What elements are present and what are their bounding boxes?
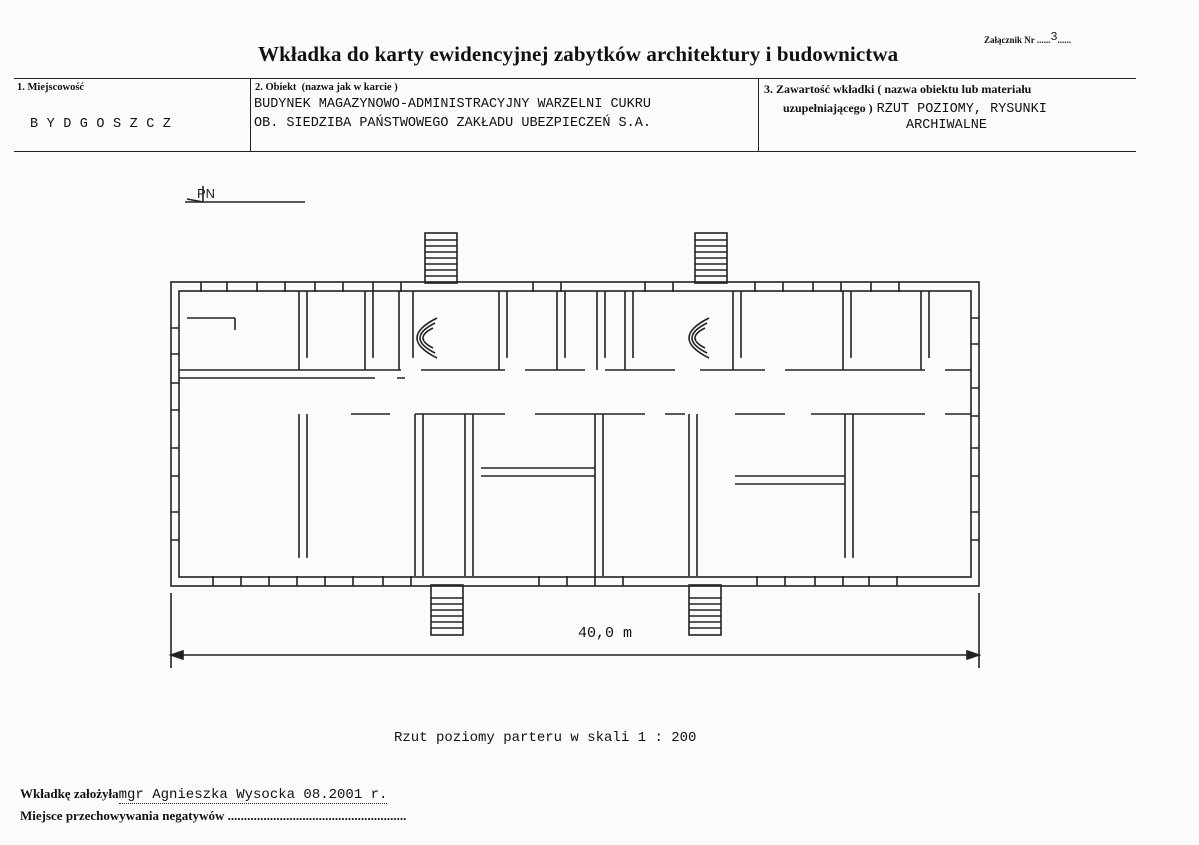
contents-line-2: ARCHIWALNE — [906, 118, 988, 133]
dimension-line — [171, 593, 979, 668]
object-value — [254, 95, 651, 133]
negatives-label: Miejsce przechowywania negatywów — [20, 808, 225, 823]
floor-plan-drawing — [165, 178, 985, 668]
stairwell-right — [689, 318, 709, 358]
object-line-1: BUDYNEK MAGAZYNOWO-ADMINISTRACYJNY WARZELNI CUKRU — [254, 97, 651, 112]
author-label: Wkładkę założyła — [20, 786, 119, 801]
object-cell — [250, 79, 758, 151]
north-label: PN — [197, 186, 216, 201]
attachment-number — [984, 30, 1072, 47]
author-line — [20, 786, 387, 803]
plan-lines — [171, 186, 979, 668]
attachment-dots: ...... — [1036, 35, 1051, 45]
stairwell-left — [417, 318, 437, 358]
negatives-value: ....................................................... — [227, 808, 407, 823]
dimension-label: 40,0 m — [578, 625, 633, 642]
page-title: Wkładka do karty ewidencyjnej zabytków architektury i budownictwa — [258, 42, 899, 66]
attachment-value: 3 — [1050, 30, 1058, 44]
contents-value — [783, 99, 1047, 117]
object-line-2: OB. SIEDZIBA PAŃSTWOWEGO ZAKŁADU UBEZPIECZEŃ S.A. — [254, 116, 651, 131]
object-label-note: (nazwa jak w karcie ) — [301, 82, 398, 93]
header-table — [14, 78, 1136, 152]
attachment-dots-after: ...... — [1057, 35, 1072, 45]
locality-cell — [14, 79, 249, 151]
contents-cell — [758, 79, 1137, 151]
locality-value: BYDGOSZCZ — [30, 117, 180, 132]
locality-label: 1. Miejscowość — [17, 82, 85, 93]
plan-caption: Rzut poziomy parteru w skali 1 : 200 — [394, 730, 697, 746]
negatives-line — [20, 808, 406, 824]
contents-line-1: RZUT POZIOMY, RYSUNKI — [876, 102, 1047, 117]
attachment-label: Załącznik Nr — [984, 35, 1035, 45]
contents-label-2: uzupełniającego ) — [783, 101, 873, 115]
contents-label: 3. Zawartość wkładki ( nazwa obiektu lub materiału — [764, 82, 1032, 96]
author-value: mgr Agnieszka Wysocka 08.2001 r. — [118, 787, 388, 803]
outer-wall — [171, 282, 979, 586]
object-label-main: 2. Obiekt — [255, 82, 297, 93]
object-label — [255, 82, 398, 93]
